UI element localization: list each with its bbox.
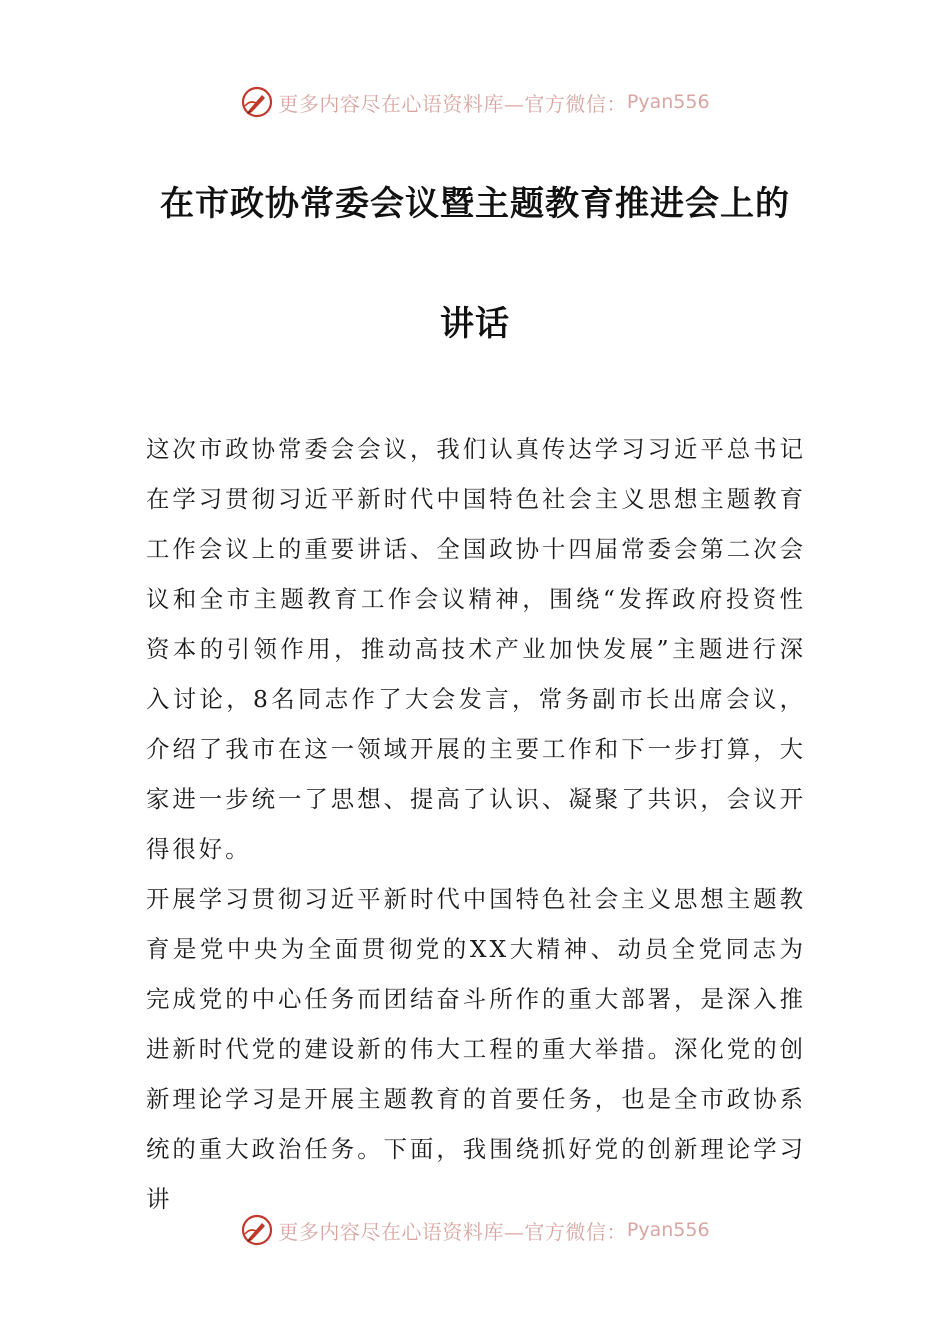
banner-text: 更多内容尽在心语资料库—官方微信： <box>278 1219 627 1244</box>
document-title-continued: 讲话 <box>440 304 510 344</box>
pen-logo-icon <box>240 1213 274 1247</box>
paragraph: 这次市政协常委会会议，我们认真传达学习习近平总书记在学习贯彻习近平新时代中国特色社会主义思想主题教育工作会议上的重要讲话、全国政协十四届常委会第二次会议和全市主题教育工作会议精神，围绕“发挥政府投资性资本的引领作用，推动高技术产业加快发展”主题进行深入讨论，8名同志作了大会发言，常务副市长出席会议，介绍了我市在这一领域开展的主要工作和下一步打算，大家进一步统一了思想、提高了认识、凝聚了共识，会议开得很好。 <box>146 435 806 863</box>
footer-banner <box>0 1210 950 1250</box>
pen-logo-icon <box>240 85 274 119</box>
banner-wechat-id: Pyan556 <box>626 91 710 113</box>
paragraph: 开展学习贯彻习近平新时代中国特色社会主义思想主题教育是党中央为全面贯彻党的XX大精神、动员全党同志为完成党的中心任务而团结奋斗所作的重大部署，是深入推进新时代党的建设新的伟大工程的重大举措。深化党的创新理论学习是开展主题教育的首要任务，也是全市政协系统的重大政治任务。下面，我围绕抓好党的创新理论学习讲 <box>146 885 806 1213</box>
banner-wechat-id: Pyan556 <box>626 1219 710 1241</box>
document-body <box>146 424 806 1224</box>
document-title: 在市政协常委会议暨主题教育推进会上的 <box>160 184 790 224</box>
banner-text: 更多内容尽在心语资料库—官方微信： <box>278 91 627 116</box>
header-banner <box>0 82 950 122</box>
